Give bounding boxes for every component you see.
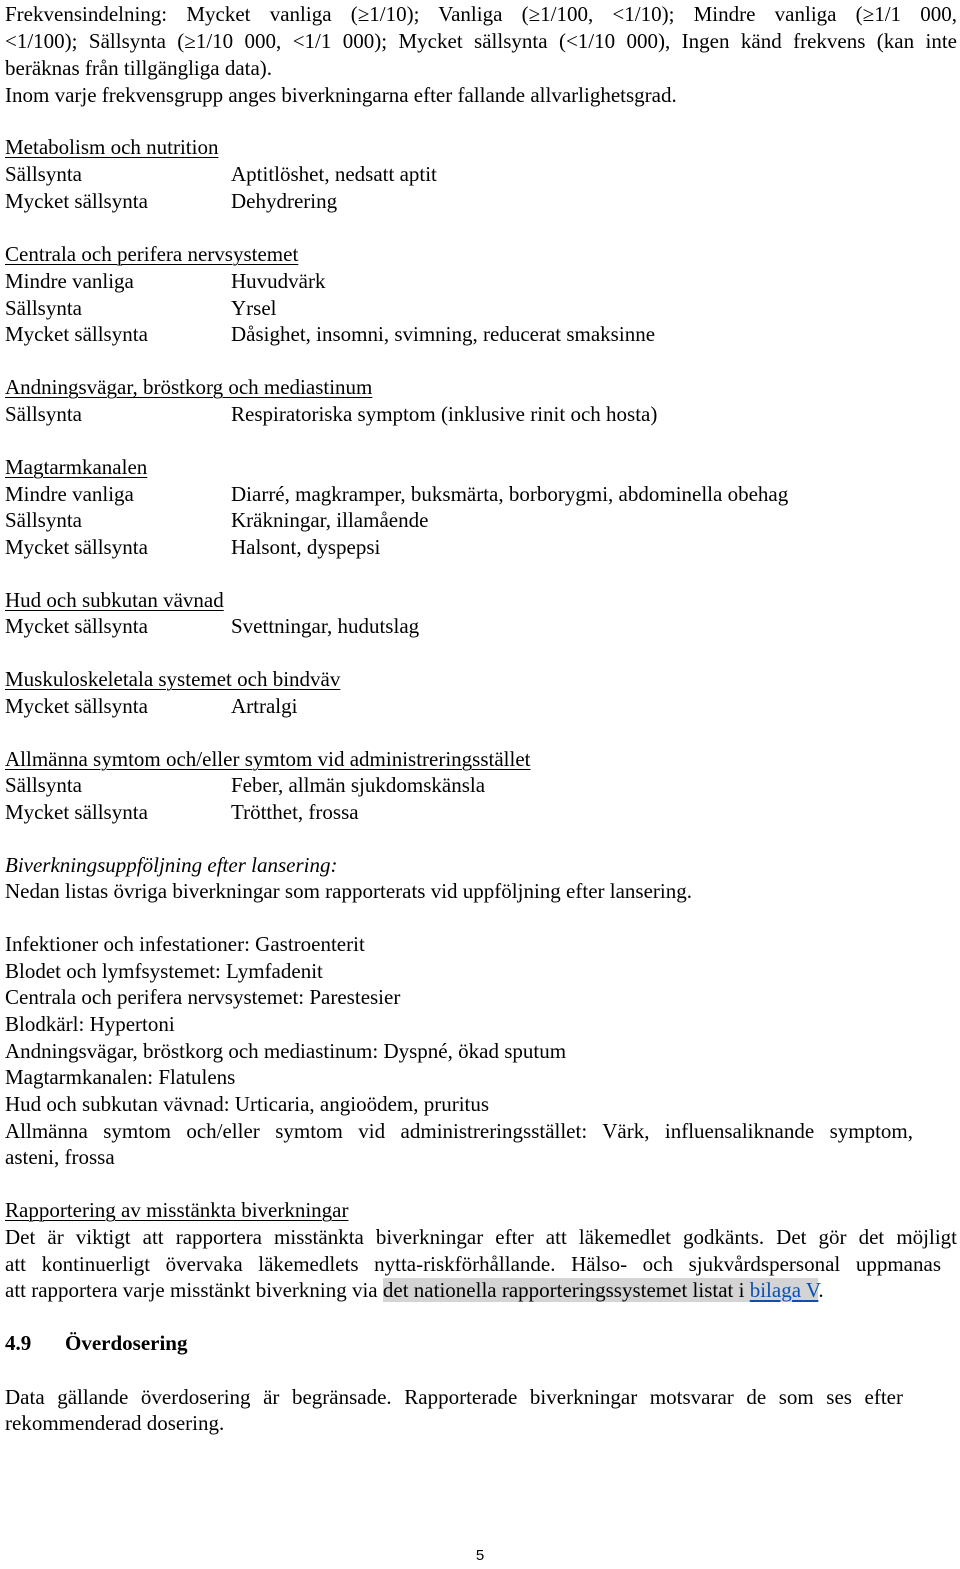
adverse-effect: Diarré, magkramper, buksmärta, borborygmi, abdominella obehag (231, 482, 789, 506)
reporting-text-line-2: att kontinuerligt övervaka läkemedlets nytta-riskförhållande. Hälso- och sjukvårdspersonal uppmanas (5, 1252, 941, 1276)
table-row (5, 481, 957, 507)
reporting-text: att rapportera varje misstänkt biverkning via (5, 1278, 383, 1302)
frequency-label: Sällsynta (5, 773, 82, 797)
frequency-intro-line-1: Frekvensindelning: Mycket vanliga (≥1/10); Vanliga (≥1/100, <1/10); Mindre vanliga (≥1/1 000, (5, 2, 957, 26)
list-item: Blodkärl: Hypertoni (5, 1012, 175, 1036)
list-item: Magtarmkanalen: Flatulens (5, 1065, 236, 1089)
frequency-label: Sällsynta (5, 402, 82, 426)
section-title-metabolism: Metabolism och nutrition (5, 135, 219, 159)
adverse-effect: Respiratoriska symptom (inklusive rinit och hosta) (231, 402, 658, 426)
list-item: Centrala och perifera nervsystemet: Parestesier (5, 985, 401, 1009)
list-item: Allmänna symtom och/eller symtom vid administreringsstället: Värk, influensaliknande symptom, (5, 1119, 913, 1143)
adverse-effect: Dåsighet, insomni, svimning, reducerat smaksinne (231, 322, 656, 346)
reporting-system-text: det nationella rapporteringssystemet listat i (382, 1278, 750, 1302)
list-item: Andningsvägar, bröstkorg och mediastinum: Dyspné, ökad sputum (5, 1039, 567, 1063)
table-row (5, 613, 957, 639)
adverse-effect: Artralgi (231, 694, 298, 718)
adverse-effect: Dehydrering (231, 189, 338, 213)
overdose-text-line-2: rekommenderad dosering. (5, 1411, 225, 1435)
frequency-label: Mycket sällsynta (5, 535, 148, 559)
section-title-respiratory: Andningsvägar, bröstkorg och mediastinum (5, 375, 373, 399)
frequency-intro-line-2: <1/100); Sällsynta (≥1/10 000, <1/1 000); Mycket sällsynta (<1/10 000), Ingen känd frekvens (kan inte (5, 29, 957, 53)
frequency-label: Mycket sällsynta (5, 694, 148, 718)
section-title-general-disorders: Allmänna symtom och/eller symtom vid administreringsstället (5, 747, 531, 771)
table-row (5, 188, 957, 214)
table-row (5, 401, 957, 427)
reporting-text-line-1: Det är viktigt att rapportera misstänkta biverkningar efter att läkemedlet godkänts. Det gör det möjligt (5, 1225, 957, 1249)
table-row (5, 772, 957, 798)
table-row (5, 295, 957, 321)
table-row (5, 799, 957, 825)
section-title: Överdosering (65, 1331, 188, 1355)
highlighted-text (383, 1278, 818, 1302)
bilaga-v-link[interactable]: bilaga V (749, 1278, 819, 1302)
table-row (5, 321, 957, 347)
adverse-effect: Yrsel (231, 296, 277, 320)
table-row (5, 507, 957, 533)
table-row (5, 268, 957, 294)
adverse-effect: Trötthet, frossa (231, 800, 359, 824)
frequency-label: Mycket sällsynta (5, 322, 148, 346)
frequency-label: Sällsynta (5, 296, 82, 320)
frequency-label: Sällsynta (5, 508, 82, 532)
period: . (818, 1278, 824, 1302)
adverse-effect: Feber, allmän sjukdomskänsla (231, 773, 486, 797)
adverse-effect: Aptitlöshet, nedsatt aptit (231, 162, 437, 186)
postmarketing-title: Biverkningsuppföljning efter lansering: (5, 853, 338, 877)
reporting-title: Rapportering av misstänkta biverkningar (5, 1198, 349, 1222)
section-title-nervous-system: Centrala och perifera nervsystemet (5, 242, 299, 266)
frequency-intro-line-3: beräknas från tillgängliga data). (5, 56, 273, 80)
section-number: 4.9 (5, 1331, 32, 1355)
frequency-label: Mindre vanliga (5, 482, 134, 506)
list-item: Infektioner och infestationer: Gastroenterit (5, 932, 365, 956)
table-row (5, 161, 957, 187)
frequency-label: Mycket sällsynta (5, 189, 148, 213)
frequency-label: Mindre vanliga (5, 269, 134, 293)
page-number: 5 (475, 1547, 485, 1564)
overdose-text-line-1: Data gällande överdosering är begränsade. Rapporterade biverkningar motsvarar de som ses efter (5, 1385, 903, 1409)
section-title-gastrointestinal: Magtarmkanalen (5, 455, 148, 479)
section-heading-overdose (5, 1330, 187, 1356)
frequency-label: Sällsynta (5, 162, 82, 186)
reporting-text-line-3 (5, 1277, 824, 1303)
frequency-label: Mycket sällsynta (5, 614, 148, 638)
table-row (5, 693, 957, 719)
adverse-effect: Kräkningar, illamående (231, 508, 429, 532)
frequency-label: Mycket sällsynta (5, 800, 148, 824)
section-title-skin: Hud och subkutan vävnad (5, 588, 224, 612)
postmarketing-text: Nedan listas övriga biverkningar som rapporterats vid uppföljning efter lansering. (5, 879, 692, 903)
adverse-effect: Svettningar, hudutslag (231, 614, 420, 638)
table-row (5, 534, 957, 560)
list-item: Blodet och lymfsystemet: Lymfadenit (5, 959, 323, 983)
adverse-effect: Halsont, dyspepsi (231, 535, 381, 559)
frequency-order-note: Inom varje frekvensgrupp anges biverkningarna efter fallande allvarlighetsgrad. (5, 83, 677, 107)
adverse-effect: Huvudvärk (231, 269, 326, 293)
section-title-musculoskeletal: Muskuloskeletala systemet och bindväv (5, 667, 341, 691)
list-item: Hud och subkutan vävnad: Urticaria, angioödem, pruritus (5, 1092, 490, 1116)
list-item-continuation: asteni, frossa (5, 1145, 115, 1169)
